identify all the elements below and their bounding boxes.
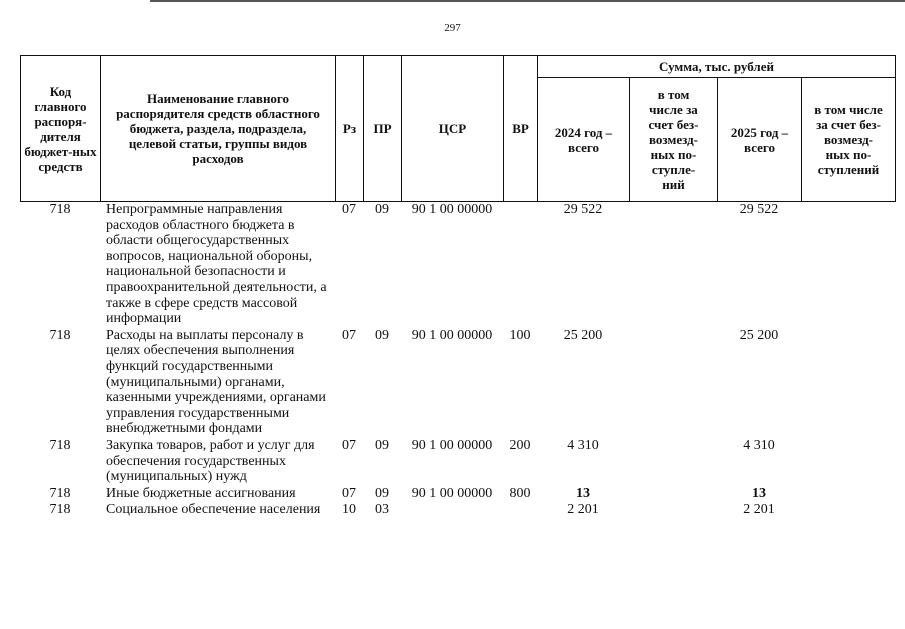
cell-rz: 07 [342,202,356,217]
table-row [20,502,895,519]
header-pr: ПР [364,56,402,202]
cell-vr [503,502,537,519]
cell-2024-free [629,328,717,438]
header-csr: ЦСР [402,56,504,202]
top-rule [150,0,905,2]
cell-2025-total: 4 310 [743,437,775,453]
cell-code: 718 [49,502,71,518]
table-body [20,202,895,519]
cell-code: 718 [49,327,71,343]
cell-2025-free [801,438,895,486]
header-rz: Рз [336,56,364,202]
header-name: Наименование главного распорядителя средств областного бюджета, раздела, подраздела, целевой статьи, группы видов расходов [101,56,336,202]
header-sum-group: Сумма, тыс. рублей [538,56,896,78]
table-row [20,438,895,486]
cell-2024-free [629,202,717,328]
page-number: 297 [444,22,461,34]
cell-2025-free [801,328,895,438]
cell-2024-total: 13 [576,485,590,501]
cell-2025-total: 29 522 [739,202,779,217]
cell-name: Социальное обеспечение населения [106,502,321,518]
cell-csr [401,502,503,519]
cell-vr [503,202,537,328]
cell-pr: 09 [375,437,389,453]
cell-name: Расходы на выплаты персоналу в целях обеспечения выполнения функций государственными (муниципальными) органами, казенными учреждениями, органами управления государственными внебюджетными фондами [106,327,326,437]
cell-vr: 200 [509,437,531,453]
header-2025-free: в том числе за счет без-возмезд-ных по-ступлений [802,78,896,202]
cell-2025-total: 25 200 [739,327,779,343]
cell-2025-total: 13 [752,485,766,501]
cell-2025-total: 2 201 [743,502,775,518]
cell-2025-free [801,502,895,519]
cell-name: Непрограммные направления расходов областного бюджета в области общегосударственных вопросов, национальной обороны, национальной безопасности и правоохранительной деятельности, а также в сфере средств массовой информации [106,202,327,327]
cell-2024-total: 2 201 [567,502,599,518]
cell-csr: 90 1 00 00000 [411,202,493,217]
cell-rz: 07 [342,485,356,501]
cell-2025-free [801,202,895,328]
cell-code: 718 [49,437,71,453]
cell-code: 718 [49,202,71,217]
cell-rz: 10 [342,502,356,518]
header-2024-total: 2024 год – всего [538,78,630,202]
cell-2024-free [629,486,717,503]
cell-csr: 90 1 00 00000 [411,327,493,343]
cell-2024-total: 4 310 [567,437,599,453]
header-code: Код главного распоря-дителя бюджет-ных средств [21,56,101,202]
cell-vr: 100 [509,327,531,343]
header-2024-free: в том числе за счет без-возмезд-ных по-ступле-ний [630,78,718,202]
cell-csr: 90 1 00 00000 [411,437,493,453]
cell-2024-free [629,502,717,519]
header-2025-total: 2025 год – всего [718,78,802,202]
table-row [20,486,895,503]
cell-rz: 07 [342,327,356,343]
cell-2024-total: 29 522 [563,202,603,217]
cell-name: Иные бюджетные ассигнования [106,485,296,501]
cell-pr: 03 [375,502,389,518]
cell-pr: 09 [375,485,389,501]
table-header [20,55,896,202]
cell-rz: 07 [342,437,356,453]
cell-csr: 90 1 00 00000 [411,485,493,501]
header-vr: ВР [504,56,538,202]
cell-vr: 800 [509,485,531,501]
table-row [20,202,895,328]
cell-code: 718 [49,485,71,501]
cell-name: Закупка товаров, работ и услуг для обеспечения государственных (муниципальных) нужд [106,437,315,485]
cell-pr: 09 [375,202,389,217]
cell-2025-free [801,486,895,503]
cell-2024-total: 25 200 [563,327,603,343]
cell-2024-free [629,438,717,486]
table-row [20,328,895,438]
cell-pr: 09 [375,327,389,343]
